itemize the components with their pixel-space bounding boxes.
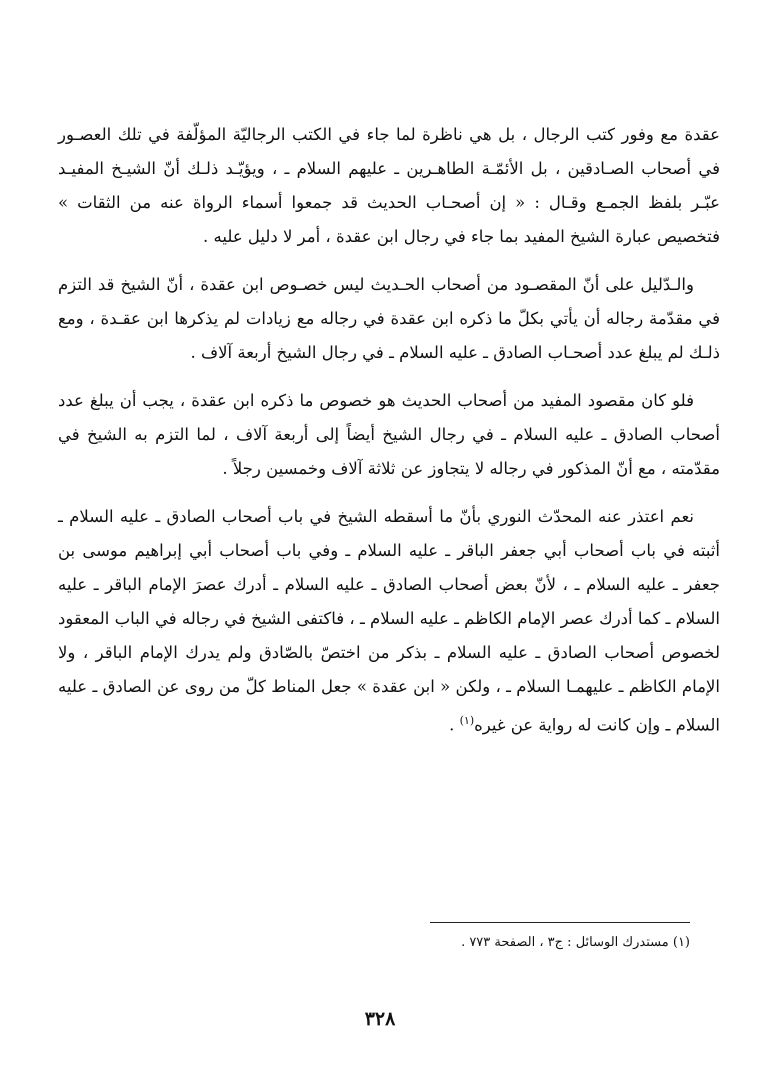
paragraph-1: عقدة مع وفور كتب الرجال ، بل هي ناظرة لما جاء في الكتب الرجاليّة المؤلّفة في تلك العصـور في أصحاب الصـادقين ، بل الأئمّـة الطاهـرين ـ عليهم السلام ـ ، ويؤيّـد ذلـك أنّ الشيـخ المفيـد عبّـر بلفظ الجمـع وقـال : « إن أصحـاب الحديث قد جمعوا أسماء الرواة عنه من الثقات » فتخصيص عبارة الشيخ المفيد بما جاء في رجال ابن عقدة ، أمر لا دليل عليه . <box>58 125 720 246</box>
paragraph-4-end: . <box>449 715 460 735</box>
paragraph-4 <box>58 500 720 743</box>
footnote-divider <box>430 922 690 923</box>
paragraph-2: والـدّليل على أنّ المقصـود من أصحاب الحـديث ليس خصـوص ابن عقدة ، أنّ الشيخ قد التزم في مقدّمة رجاله أن يأتي بكلّ ما ذكره ابن عقدة في رجاله مع زيادات لم يذكرها ابن عقـدة ، ومع ذلـك لم يبلغ عدد أصحـاب الصادق ـ عليه السلام ـ في رجال الشيخ أربعة آلاف . <box>58 275 720 362</box>
footnote: (١) مستدرك الوسائل : ج٣ ، الصفحة ٧٧٣ . <box>461 935 690 950</box>
paragraph-3: فلو كان مقصود المفيد من أصحاب الحديث هو خصوص ما ذكره ابن عقدة ، يجب أن يبلغ عدد أصحاب الصادق ـ عليه السلام ـ في رجال الشيخ أيضاً إلى أربعة آلاف ، لما التزم به الشيخ في مقدّمته ، مع أنّ المذكور في رجاله لا يتجاوز عن ثلاثة آلاف وخمسين رجلاً . <box>58 391 720 478</box>
body-text <box>58 118 720 743</box>
paragraph-4-text: نعم اعتذر عنه المحدّث النوري بأنّ ما أسقطه الشيخ في باب أصحاب الصادق ـ عليه السلام ـ أثبته في باب أصحاب أبي جعفر الباقر ـ عليه السلام ـ وفي باب أصحاب أبي إبراهيم موسى بن جعفر ـ عليه السلام ـ ، لأنّ بعض أصحاب الصادق ـ عليه السلام ـ أدرك عصرَ الإمام الباقر ـ عليه السلام ـ كما أدرك عصر الإمام الكاظم ـ عليه السلام ـ ، فاكتفى الشيخ في رجاله في الباب المعقود لخصوص أصحاب الصادق ـ عليه السلام ـ بذكر من اختصّ بالصّادق ولم يدرك الإمام الباقر ، ولا الإمام الكاظم ـ عليهمـا السلام ـ ، ولكن « ابن عقدة » جعل المناط كلّ من روى عن الصادق ـ عليه السلام ـ وإن كانت له رواية عن غيره <box>58 507 720 735</box>
footnote-reference[interactable]: (١) <box>459 714 475 727</box>
page-number: ٣٢٨ <box>364 1008 396 1030</box>
